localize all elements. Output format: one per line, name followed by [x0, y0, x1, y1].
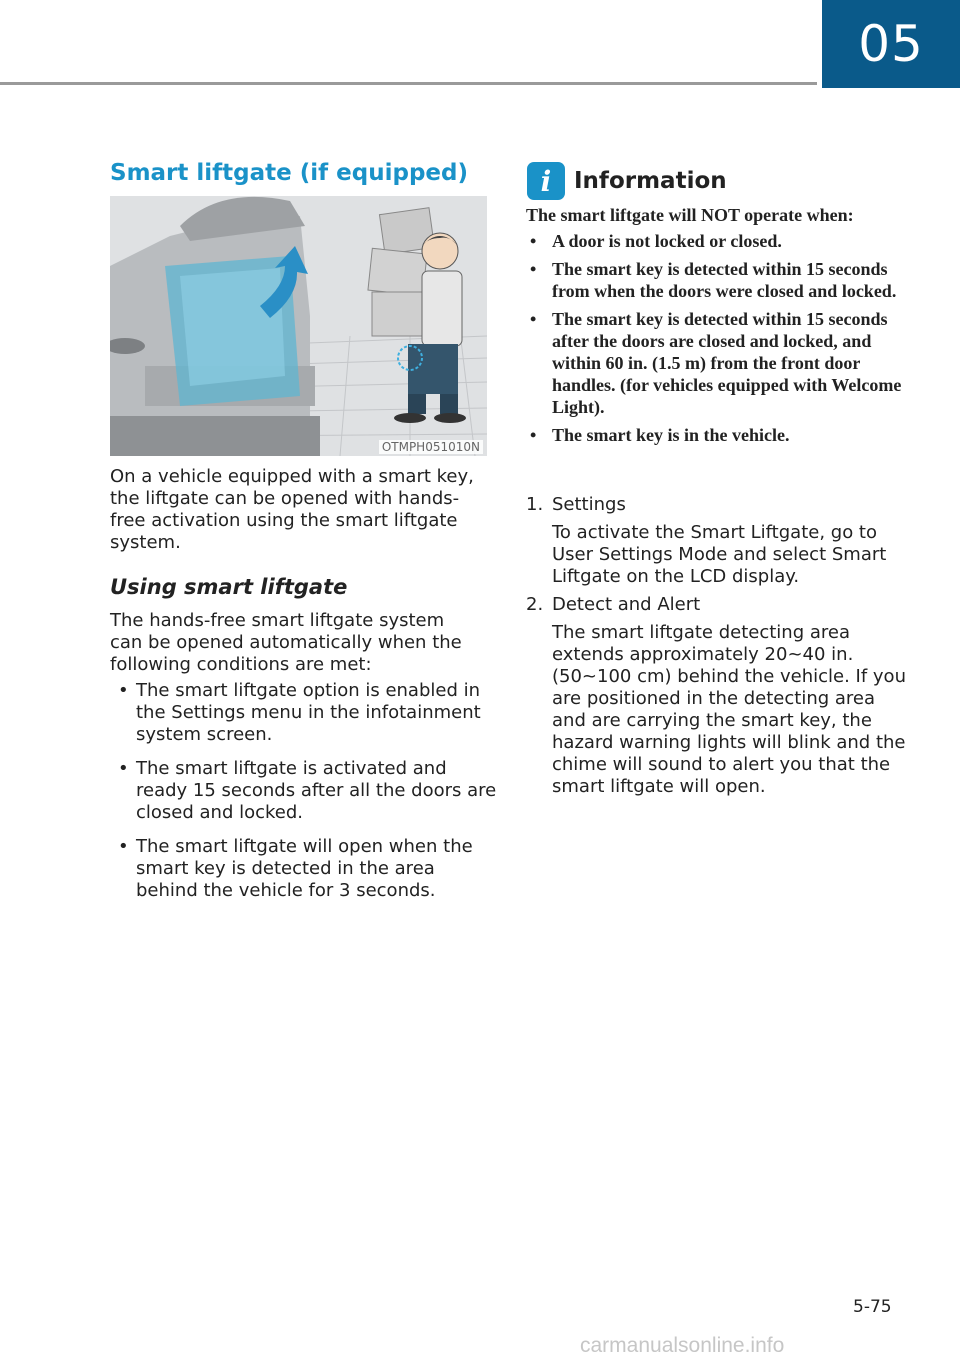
section-title: Smart liftgate (if equipped)	[110, 160, 468, 186]
step-label: Detect and Alert	[552, 594, 701, 615]
list-item: • The smart liftgate will open when the smart key is detected in the area behind the vehicle for 3 seconds.	[118, 836, 498, 902]
liftgate-illustration-svg	[110, 196, 487, 456]
step-item	[526, 594, 906, 798]
info-icon: i	[527, 162, 565, 200]
intro-paragraph: On a vehicle equipped with a smart key, the liftgate can be opened with hands-free activation using the smart liftgate system.	[110, 466, 474, 553]
steps-list	[526, 494, 906, 804]
subheading-using-smart-liftgate: Using smart liftgate	[110, 575, 348, 599]
step-number: 2.	[526, 594, 544, 615]
step-description: To activate the Smart Liftgate, go to User Settings Mode and select Smart Liftgate on the LCD display.	[552, 522, 887, 587]
list-item: • A door is not locked or closed.	[530, 230, 910, 252]
list-item: • The smart key is in the vehicle.	[530, 424, 910, 446]
watermark: carmanualsonline.info	[580, 1334, 785, 1357]
list-item: • The smart liftgate option is enabled in the Settings menu in the infotainment system screen.	[118, 680, 498, 746]
information-list	[530, 230, 910, 452]
information-intro: The smart liftgate will NOT operate when:	[526, 205, 854, 225]
figure-code: OTMPH051010N	[379, 440, 483, 454]
chapter-tab: 05	[822, 0, 960, 88]
using-paragraph: The hands-free smart liftgate system can be opened automatically when the following conditions are met:	[110, 610, 462, 675]
list-item: • The smart key is detected within 15 seconds from when the doors were closed and locked.	[530, 258, 910, 302]
step-item	[526, 494, 906, 588]
page-number: 5-75	[853, 1297, 892, 1317]
step-description: The smart liftgate detecting area extends approximately 20~40 in. (50~100 cm) behind the vehicle. If you are positioned in the detecting area and are carrying the smart key, the hazard warning lights will blink and the chime will sound to alert you that the smart liftgate will open.	[552, 622, 906, 797]
conditions-list	[118, 680, 498, 914]
information-header	[527, 162, 727, 200]
list-item: • The smart liftgate is activated and ready 15 seconds after all the doors are closed and locked.	[118, 758, 498, 824]
information-title: Information	[574, 168, 727, 194]
liftgate-illustration	[110, 196, 487, 456]
header-rule	[0, 82, 817, 85]
list-item: • The smart key is detected within 15 seconds after the doors are closed and locked, and within 60 in. (1.5 m) from the front door handles. (for vehicles equipped with Welcome Light).	[530, 308, 910, 418]
step-number: 1.	[526, 494, 544, 515]
step-label: Settings	[552, 494, 626, 515]
